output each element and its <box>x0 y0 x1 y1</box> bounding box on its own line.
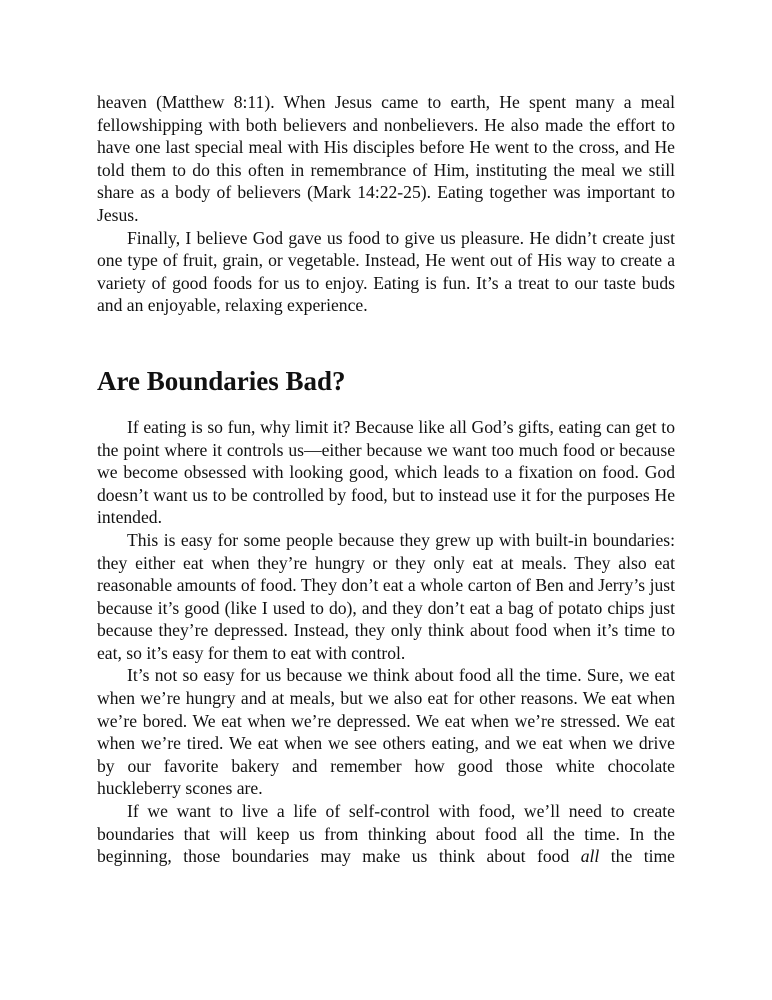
emphasis-all: all <box>580 846 600 867</box>
paragraph-built-in-boundaries: This is easy for some people because they grew up with built-in boundaries: they either eat when they’re hungry or they only eat at meals. They also eat reasonable amounts of food. They don’t eat a whole carton of Ben and Jerry’s just because it’s good (like I used to do), and they don’t eat a bag of potato chips just because they’re depressed. Instead, they only think about food when it’s time to eat, so it’s easy for them to eat with control. <box>97 529 675 663</box>
paragraph-self-control <box>97 800 675 868</box>
paragraph-self-control-end: the time <box>599 846 675 867</box>
paragraph-think-about-food: It’s not so easy for us because we think about food all the time. Sure, we eat when we’re hungry and at meals, but we also eat for other reasons. We eat when we’re bored. We eat when we’re depressed. We eat when we’re stressed. We eat when we’re tired. We eat when we see others eating, and we eat when we drive by our favorite bakery and remember how good those white chocolate huckleberry scones are. <box>97 665 675 799</box>
paragraph-food-pleasure: Finally, I believe God gave us food to give us pleasure. He didn’t create just one type of fruit, grain, or vegetable. Instead, He went out of His way to create a variety of good foods for us to enjoy. Eating is fun. It’s a treat to our taste buds and an enjoyable, relaxing experience. <box>97 227 675 316</box>
section-heading: Are Boundaries Bad? <box>97 365 346 396</box>
paragraph-self-control-text: If we want to live a life of self-control with food, we’ll need to create boundaries that will keep us from thinking about food all the time. In the beginning, those boundaries may make us think about food <box>97 801 675 867</box>
paragraph-meals-with-jesus: heaven (Matthew 8:11). When Jesus came to earth, He spent many a meal fellowshipping with both believers and nonbelievers. He also made the effort to have one last special meal with His disciples before He went to the cross, and He told them to do this often in remembrance of Him, instituting the meal we still share as a body of believers (Mark 14:22-25). Eating together was important to Jesus. <box>97 92 675 225</box>
paragraph-why-limit: If eating is so fun, why limit it? Because like all God’s gifts, eating can get to the point where it controls us—either because we want too much food or because we become obsessed with looking good, which leads to a fixation on food. God doesn’t want us to be controlled by food, but to instead use it for the purposes He intended. <box>97 416 675 528</box>
book-page <box>97 91 675 868</box>
